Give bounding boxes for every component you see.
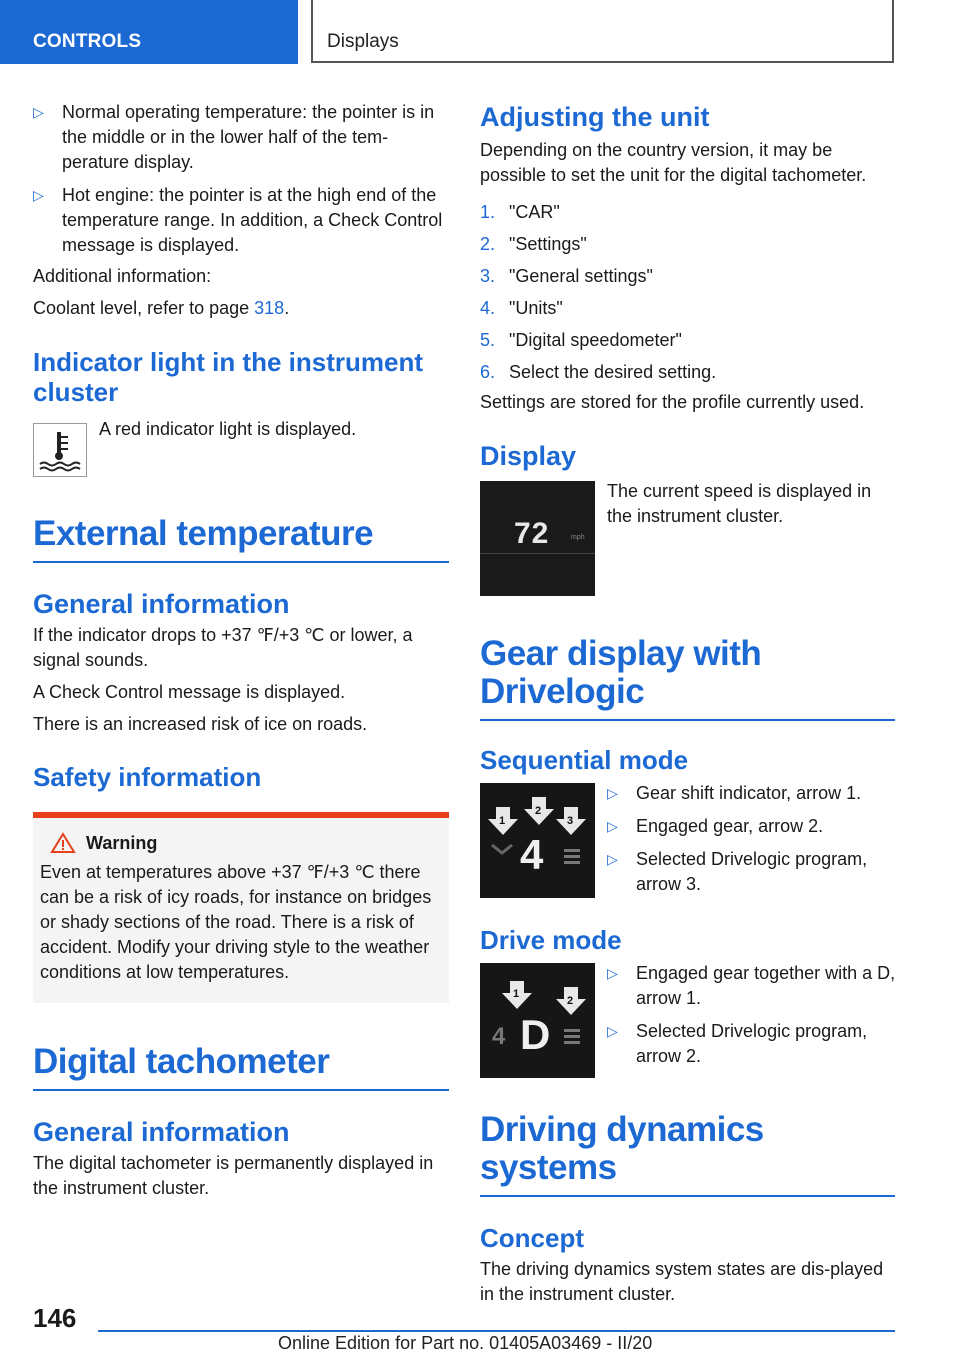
list-item: 1. "CAR" [480, 202, 560, 222]
header-section-label: CONTROLS [33, 31, 142, 52]
driving-dynamics-heading: Driving dynamics systems [480, 1111, 895, 1197]
header-section-tab [0, 0, 298, 64]
seq-gear-value: 4 [520, 831, 544, 878]
triangle-bullet-icon: ▷ [607, 785, 618, 801]
warning-title: Warning [40, 832, 441, 854]
adjusting-unit-heading: Adjusting the unit [480, 102, 710, 132]
settings-steps-list [480, 200, 895, 385]
triangle-bullet-icon: ▷ [607, 965, 618, 981]
sequential-mode-heading: Sequential mode [480, 745, 689, 775]
list-item: 5. "Digital speedometer" [480, 330, 682, 350]
speed-divider-line [480, 553, 595, 554]
display-text: The current speed is displayed in the instrument cluster. [607, 481, 872, 526]
header-chapter-tab [311, 0, 894, 63]
list-item: ▷ Normal operating temperature: the pointer is in the middle or in the lower half of the tem‐perature display. [33, 102, 435, 172]
seq-arrow-label-2: 2 [535, 805, 542, 817]
ext-temp-paragraph-2: A Check Control message is displayed. [33, 682, 346, 702]
speed-display-image [480, 481, 595, 596]
list-item: ▷ Engaged gear, arrow 2. [607, 814, 897, 839]
concept-heading: Concept [480, 1223, 584, 1253]
drive-gear-letter: D [520, 1011, 551, 1058]
drive-gear-image [480, 963, 595, 1078]
coolant-temperature-icon [33, 423, 87, 477]
footer-divider [98, 1330, 895, 1332]
header-chapter-label: Displays [327, 31, 399, 52]
coolant-reference: Coolant level, refer to page 318. [33, 298, 290, 318]
drive-mode-row [480, 963, 895, 1081]
external-temperature-heading: External temperature [33, 515, 449, 563]
triangle-bullet-icon: ▷ [33, 104, 44, 120]
additional-info-label: Additional information: [33, 266, 212, 286]
digital-tachometer-heading: Digital tachometer [33, 1043, 449, 1091]
seq-arrow-label-3: 3 [567, 815, 574, 827]
adjusting-unit-text: Depending on the country version, it may be possible to set the unit for the digital tachometer. [480, 140, 867, 185]
triangle-bullet-icon: ▷ [33, 187, 44, 203]
list-item: 6. Select the desired setting. [480, 362, 717, 382]
speed-value: 72 [514, 517, 550, 550]
sequential-gear-image [480, 783, 595, 898]
gear-display-heading: Gear display with Drivelogic [480, 635, 895, 721]
triangle-bullet-icon: ▷ [607, 851, 618, 867]
list-item: ▷ Gear shift indicator, arrow 1. [607, 781, 897, 806]
list-item: 3. "General settings" [480, 266, 653, 286]
drive-arrow-label-1: 1 [513, 988, 520, 1000]
general-info-heading: General information [33, 589, 290, 619]
list-item: ▷ Selected Drivelogic program, arrow 2. [607, 1021, 868, 1066]
page-link-318[interactable]: 318 [254, 298, 285, 318]
triangle-bullet-icon: ▷ [607, 818, 618, 834]
temperature-bullet-list [33, 100, 449, 258]
digital-tach-text: The digital tachometer is permanently displayed in the instrument cluster. [33, 1153, 434, 1198]
display-heading: Display [480, 441, 577, 471]
list-item: ▷ Hot engine: the pointer is at the high end of the temperature range. In addition, a Check Control message is displayed. [33, 185, 443, 255]
page-number: 146 [33, 1303, 77, 1333]
list-item: ▷ Selected Drivelogic program, arrow 3. [607, 849, 868, 894]
drive-bullet-list [607, 961, 897, 1077]
footer-edition: Online Edition for Part no. 01405A03469 - II/20 [278, 1333, 653, 1353]
concept-text: The driving dynamics system states are dis‐played in the instrument cluster. [480, 1259, 884, 1304]
warning-box [33, 812, 449, 1003]
triangle-bullet-icon: ▷ [607, 1023, 618, 1039]
drive-gear-number: 4 [492, 1023, 506, 1050]
display-row [480, 481, 895, 599]
drive-arrow-label-2: 2 [567, 995, 574, 1007]
sequential-bullet-list [607, 781, 897, 905]
right-column [480, 100, 895, 1307]
safety-info-heading: Safety information [33, 762, 262, 792]
stored-text: Settings are stored for the profile currently used. [480, 392, 865, 412]
indicator-row [33, 419, 449, 475]
ext-temp-paragraph-1: If the indicator drops to +37 ℉/+3 ℃ or lower, a signal sounds. [33, 625, 413, 670]
list-item: 4. "Units" [480, 298, 563, 318]
warning-text: Even at temperatures above +37 ℉/+3 ℃ there can be a risk of icy roads, for instance on bridges or shady sections of the road. There is a risk of accident. Modify your driving style to the weather conditions at low temperatures. [40, 862, 432, 982]
list-item: ▷ Engaged gear together with a D, arrow 1. [607, 963, 896, 1008]
indicator-light-heading: Indicator light in the instrument cluster [33, 347, 423, 407]
speed-unit: mph [571, 534, 585, 541]
list-item: 2. "Settings" [480, 234, 587, 254]
general-info-heading-2: General information [33, 1117, 290, 1147]
warning-triangle-icon [50, 832, 76, 854]
drive-mode-heading: Drive mode [480, 925, 622, 955]
indicator-text: A red indicator light is displayed. [99, 419, 357, 439]
ext-temp-paragraph-3: There is an increased risk of ice on roads. [33, 714, 368, 734]
seq-arrow-label-1: 1 [499, 815, 506, 827]
sequential-mode-row [480, 783, 895, 903]
left-column [33, 100, 449, 1201]
